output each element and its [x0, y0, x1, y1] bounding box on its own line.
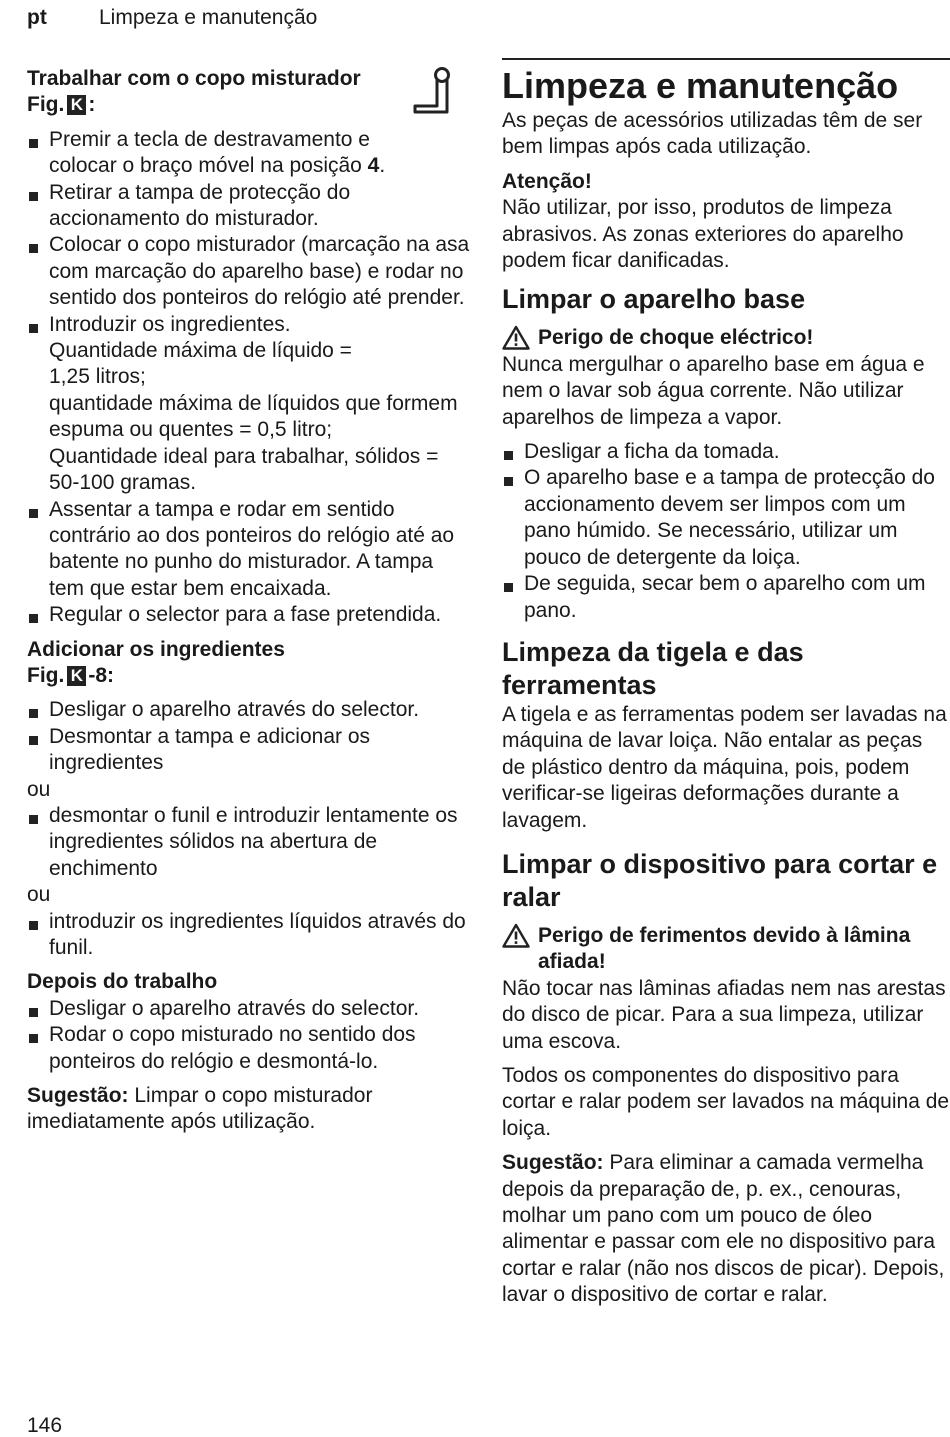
list-item-text: Rodar o copo misturado no sentido dos ponteiros do relógio e desmontá-lo.	[49, 1023, 416, 1073]
warning-triangle-icon	[502, 923, 530, 948]
figure-reference-k	[27, 92, 472, 118]
tip-label: Sugestão:	[502, 1151, 604, 1175]
figure-letter-badge: K	[67, 95, 86, 115]
cutter-text: Todos os componentes do dispositivo para cortar e ralar podem ser lavados na máquina de loiça.	[502, 1063, 950, 1140]
warning-title: Perigo de choque eléctrico!	[538, 326, 814, 350]
figure-reference-k8	[27, 663, 472, 689]
tip-paragraph	[502, 1150, 950, 1308]
warning-text: Nunca mergulhar o aparelho base em água e nem o lavar sob água corrente. Não utilizar aparelhos de limpeza a vapor.	[502, 352, 925, 429]
add-ingredients-list	[27, 697, 472, 776]
intro-text: As peças de acessórios utilizadas têm de ser bem limpas após cada utilização.	[502, 109, 923, 159]
list-item	[27, 180, 472, 233]
add-ingredients-list-alt2	[27, 909, 472, 962]
list-item-text: Retirar a tampa de protecção do accionamento do misturador.	[49, 180, 351, 231]
tip-text: Para eliminar a camada vermelha depois da preparação de, p. ex., cenouras, molhar um pano com um pouco de óleo alimentar e passar com ele no dispositivo para cortar e ralar (não nos discos de picar). Depois, lavar o dispositivo de cortar e ralar.	[502, 1151, 945, 1307]
electric-shock-warning	[502, 325, 950, 351]
list-item	[27, 312, 472, 497]
warning-title: Perigo de ferimentos devido à lâmina afiada!	[538, 923, 911, 974]
or-separator: ou	[27, 883, 51, 907]
main-title: Limpeza e manutenção	[502, 58, 950, 108]
tip-text: Limpar o copo misturador imediatamente após utilização.	[27, 1084, 373, 1134]
quantity-line: quantidade máxima de líquidos que formem espuma ou quentes = 0,5 litro;	[49, 391, 458, 442]
list-item-end: .	[379, 154, 386, 178]
figure-letter-badge: K	[67, 666, 86, 686]
list-item-text: desmontar o funil e introduzir lentamente os ingredientes sólidos na abertura de enchimento	[49, 803, 458, 880]
after-work-list	[27, 996, 472, 1075]
warning-triangle-icon	[502, 325, 530, 350]
page-number: 146	[27, 1414, 63, 1437]
section-title-after-work: Depois do trabalho	[27, 970, 218, 994]
list-item-text: Premir a tecla de destravamento e colocar o braço móvel na posição	[49, 127, 370, 178]
list-item	[502, 439, 950, 465]
list-item-text: Desligar o aparelho através do selector.	[49, 996, 420, 1020]
left-column	[27, 66, 472, 1136]
attention-label: Atenção!	[502, 169, 592, 193]
list-item	[27, 724, 472, 777]
header-title: Limpeza e manutenção	[99, 6, 318, 29]
section-title-cutter: Limpar o dispositivo para cortar e ralar	[502, 848, 938, 912]
list-item	[502, 571, 950, 624]
fig-prefix: Fig.	[27, 663, 65, 687]
fig-suffix: -8:	[88, 663, 114, 687]
list-item-text: Regular o selector para a fase pretendida.	[49, 603, 442, 627]
list-item-text: Introduzir os ingredientes.	[49, 312, 291, 336]
list-item	[27, 909, 472, 962]
attention-text: Não utilizar, por isso, produtos de limpeza abrasivos. As zonas exteriores do aparelho podem ficar danificadas.	[502, 196, 904, 273]
section-title-add-ingredients: Adicionar os ingredientes	[27, 637, 285, 661]
quantity-line: 1,25 litros;	[49, 365, 146, 389]
blender-steps-list	[27, 127, 472, 629]
mixer-arm-position-icon	[411, 66, 453, 118]
bowl-text: A tigela e as ferramentas podem ser lavadas na máquina de lavar loiça. Não entalar as peças de plástico dentro da máquina, pois, podem verificar-se ligeiras deformações durante a lavagem.	[502, 702, 947, 832]
right-column	[502, 58, 950, 1309]
list-item-text: Desmontar a tampa e adicionar os ingredientes	[49, 724, 370, 775]
list-item	[27, 232, 472, 311]
fig-prefix: Fig.	[27, 93, 65, 117]
add-ingredients-list-alt	[27, 803, 472, 882]
section-title-bowl-tools: Limpeza da tigela e das ferramentas	[502, 636, 804, 700]
list-item-text: Desligar o aparelho através do selector.	[49, 698, 420, 722]
list-item-text: Assentar a tampa e rodar em sentido contrário ao dos ponteiros do relógio até ao batente no punho do misturador. A tampa tem que estar bem encaixada.	[49, 497, 455, 600]
list-item-text: Desligar a ficha da tomada.	[524, 440, 780, 464]
or-separator: ou	[27, 777, 51, 801]
section-title-base-unit: Limpar o aparelho base	[502, 284, 806, 315]
list-item	[27, 497, 472, 603]
list-item	[27, 803, 472, 882]
quantity-line: Quantidade ideal para trabalhar, sólidos = 50-100 gramas.	[49, 444, 439, 495]
warning-text: Não tocar nas lâminas afiadas nem nas arestas do disco de picar. Para a sua limpeza, utilizar uma escova.	[502, 976, 946, 1053]
list-item	[27, 1022, 472, 1075]
list-item-text: De seguida, secar bem o aparelho com um pano.	[524, 572, 926, 622]
page-header	[27, 6, 317, 30]
blade-injury-warning	[502, 923, 950, 976]
list-item	[27, 697, 472, 723]
section-title-blender: Trabalhar com o copo misturador	[27, 67, 361, 90]
list-item	[502, 465, 950, 571]
list-item-text: O aparelho base e a tampa de protecção do accionamento devem ser limpos com um pano húmido. Se necessário, utilizar um pouco de detergente da loiça.	[524, 466, 935, 569]
list-item-text: Colocar o copo misturador (marcação na asa com marcação do aparelho base) e rodar no sentido dos ponteiros do relógio até prender.	[49, 233, 470, 310]
fig-suffix: :	[88, 93, 96, 117]
quantity-line: Quantidade máxima de líquido =	[49, 339, 352, 363]
list-item	[27, 127, 472, 180]
language-code: pt	[27, 6, 47, 29]
tip-paragraph	[27, 1083, 472, 1136]
list-item	[27, 996, 472, 1022]
list-item	[27, 602, 472, 628]
position-number: 4	[367, 154, 380, 178]
base-cleaning-list	[502, 439, 950, 624]
list-item-text: introduzir os ingredientes líquidos através do funil.	[49, 909, 466, 959]
tip-label: Sugestão:	[27, 1084, 129, 1108]
